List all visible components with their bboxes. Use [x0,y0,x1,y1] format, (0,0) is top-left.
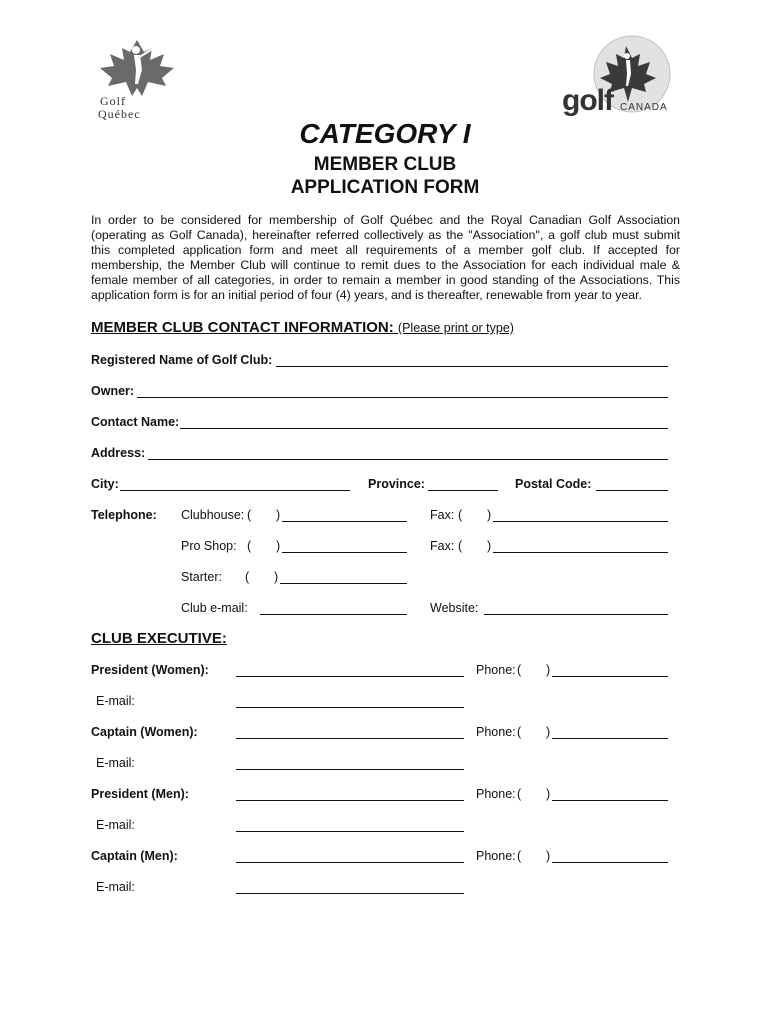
president-women-email-field[interactable] [236,707,464,708]
clubhouse-fax-field[interactable] [493,521,668,522]
contact-name-label: Contact Name: [91,415,180,429]
president-women-close-paren: ) [546,663,551,677]
captain-men-open-paren: ( [517,849,522,863]
address-label: Address: [91,446,146,460]
fax-2-close-paren: ) [487,539,492,553]
president-men-close-paren: ) [546,787,551,801]
president-men-phone-field[interactable] [552,800,668,801]
starter-open-paren: ( [245,570,250,584]
postal-code-label: Postal Code: [515,477,592,491]
captain-men-close-paren: ) [546,849,551,863]
province-field[interactable] [428,490,498,491]
president-men-email-label: E-mail: [96,818,135,832]
captain-women-close-paren: ) [546,725,551,739]
owner-field[interactable] [137,397,668,398]
fax-1-close-paren: ) [487,508,492,522]
page-subtitle-1: MEMBER CLUB [313,154,457,175]
president-men-phone-label: Phone: [476,787,516,801]
pro-shop-open-paren: ( [247,539,252,553]
province-label: Province: [368,477,425,491]
pro-shop-phone-field[interactable] [282,552,407,553]
president-men-email-field[interactable] [236,831,464,832]
captain-men-email-field[interactable] [236,893,464,894]
clubhouse-open-paren: ( [247,508,252,522]
captain-women-name-field[interactable] [236,738,464,739]
captain-men-phone-label: Phone: [476,849,516,863]
president-women-phone-label: Phone: [476,663,516,677]
captain-women-open-paren: ( [517,725,522,739]
president-women-label: President (Women): [91,663,209,677]
contact-heading-text: MEMBER CLUB CONTACT INFORMATION: [91,319,394,336]
telephone-label: Telephone: [91,508,157,522]
logo-text-line2: Québec [98,107,141,121]
captain-men-label: Captain (Men): [91,849,178,863]
starter-phone-field[interactable] [280,583,407,584]
captain-women-email-field[interactable] [236,769,464,770]
maple-leaf-golfer-icon [92,38,182,98]
logo-brand-text: golf [562,84,613,117]
captain-women-email-label: E-mail: [96,756,135,770]
fax-label-1: Fax: [430,508,455,522]
logo-sub-text: CANADA [620,102,668,113]
clubhouse-phone-field[interactable] [282,521,407,522]
fax-label-2: Fax: [430,539,455,553]
contact-name-field[interactable] [180,428,668,429]
executive-section-heading: CLUB EXECUTIVE: [91,630,227,647]
captain-women-label: Captain (Women): [91,725,198,739]
captain-men-email-label: E-mail: [96,880,135,894]
pro-shop-fax-field[interactable] [493,552,668,553]
president-women-name-field[interactable] [236,676,464,677]
president-women-phone-field[interactable] [552,676,668,677]
address-field[interactable] [148,459,668,460]
contact-heading-note: (Please print or type) [397,321,514,335]
fax-2-open-paren: ( [458,539,463,553]
captain-men-name-field[interactable] [236,862,464,863]
captain-men-phone-field[interactable] [552,862,668,863]
president-men-open-paren: ( [517,787,522,801]
page-subtitle-2: APPLICATION FORM [290,177,480,198]
website-label: Website: [430,601,479,615]
starter-label: Starter: [181,570,222,584]
pro-shop-label: Pro Shop: [181,539,237,553]
president-men-label: President (Men): [91,787,189,801]
president-men-name-field[interactable] [236,800,464,801]
president-women-email-label: E-mail: [96,694,135,708]
registered-name-label: Registered Name of Golf Club: [91,353,273,367]
city-label: City: [91,477,119,491]
clubhouse-close-paren: ) [276,508,281,522]
starter-close-paren: ) [274,570,279,584]
club-email-field[interactable] [260,614,407,615]
contact-section-heading [91,319,514,336]
golf-quebec-logo [92,38,182,120]
owner-label: Owner: [91,384,135,398]
golf-canada-logo [560,32,680,124]
club-email-label: Club e-mail: [181,601,248,615]
intro-paragraph: In order to be considered for membership of Golf Québec and the Royal Canadian Golf Association (operating as Golf Canada), hereinafter referred collectively as the "Association", a golf club must submit this completed application form and meet all requirements of a member golf club. If accepted for membership, the Member Club will continue to remit dues to the Association for each individual male & female member of all categories, in order to remain a member in good standing of the Associations. This application form is for an initial period of four (4) years, and is thereafter, renewable from year to year. [91,213,680,302]
page-title: CATEGORY I [299,118,471,149]
captain-women-phone-field[interactable] [552,738,668,739]
captain-women-phone-label: Phone: [476,725,516,739]
logo-text-line1: Golf [100,94,126,108]
pro-shop-close-paren: ) [276,539,281,553]
postal-code-field[interactable] [596,490,668,491]
website-field[interactable] [484,614,668,615]
president-women-open-paren: ( [517,663,522,677]
registered-name-field[interactable] [276,366,668,367]
clubhouse-label: Clubhouse: [181,508,245,522]
city-field[interactable] [120,490,350,491]
fax-1-open-paren: ( [458,508,463,522]
